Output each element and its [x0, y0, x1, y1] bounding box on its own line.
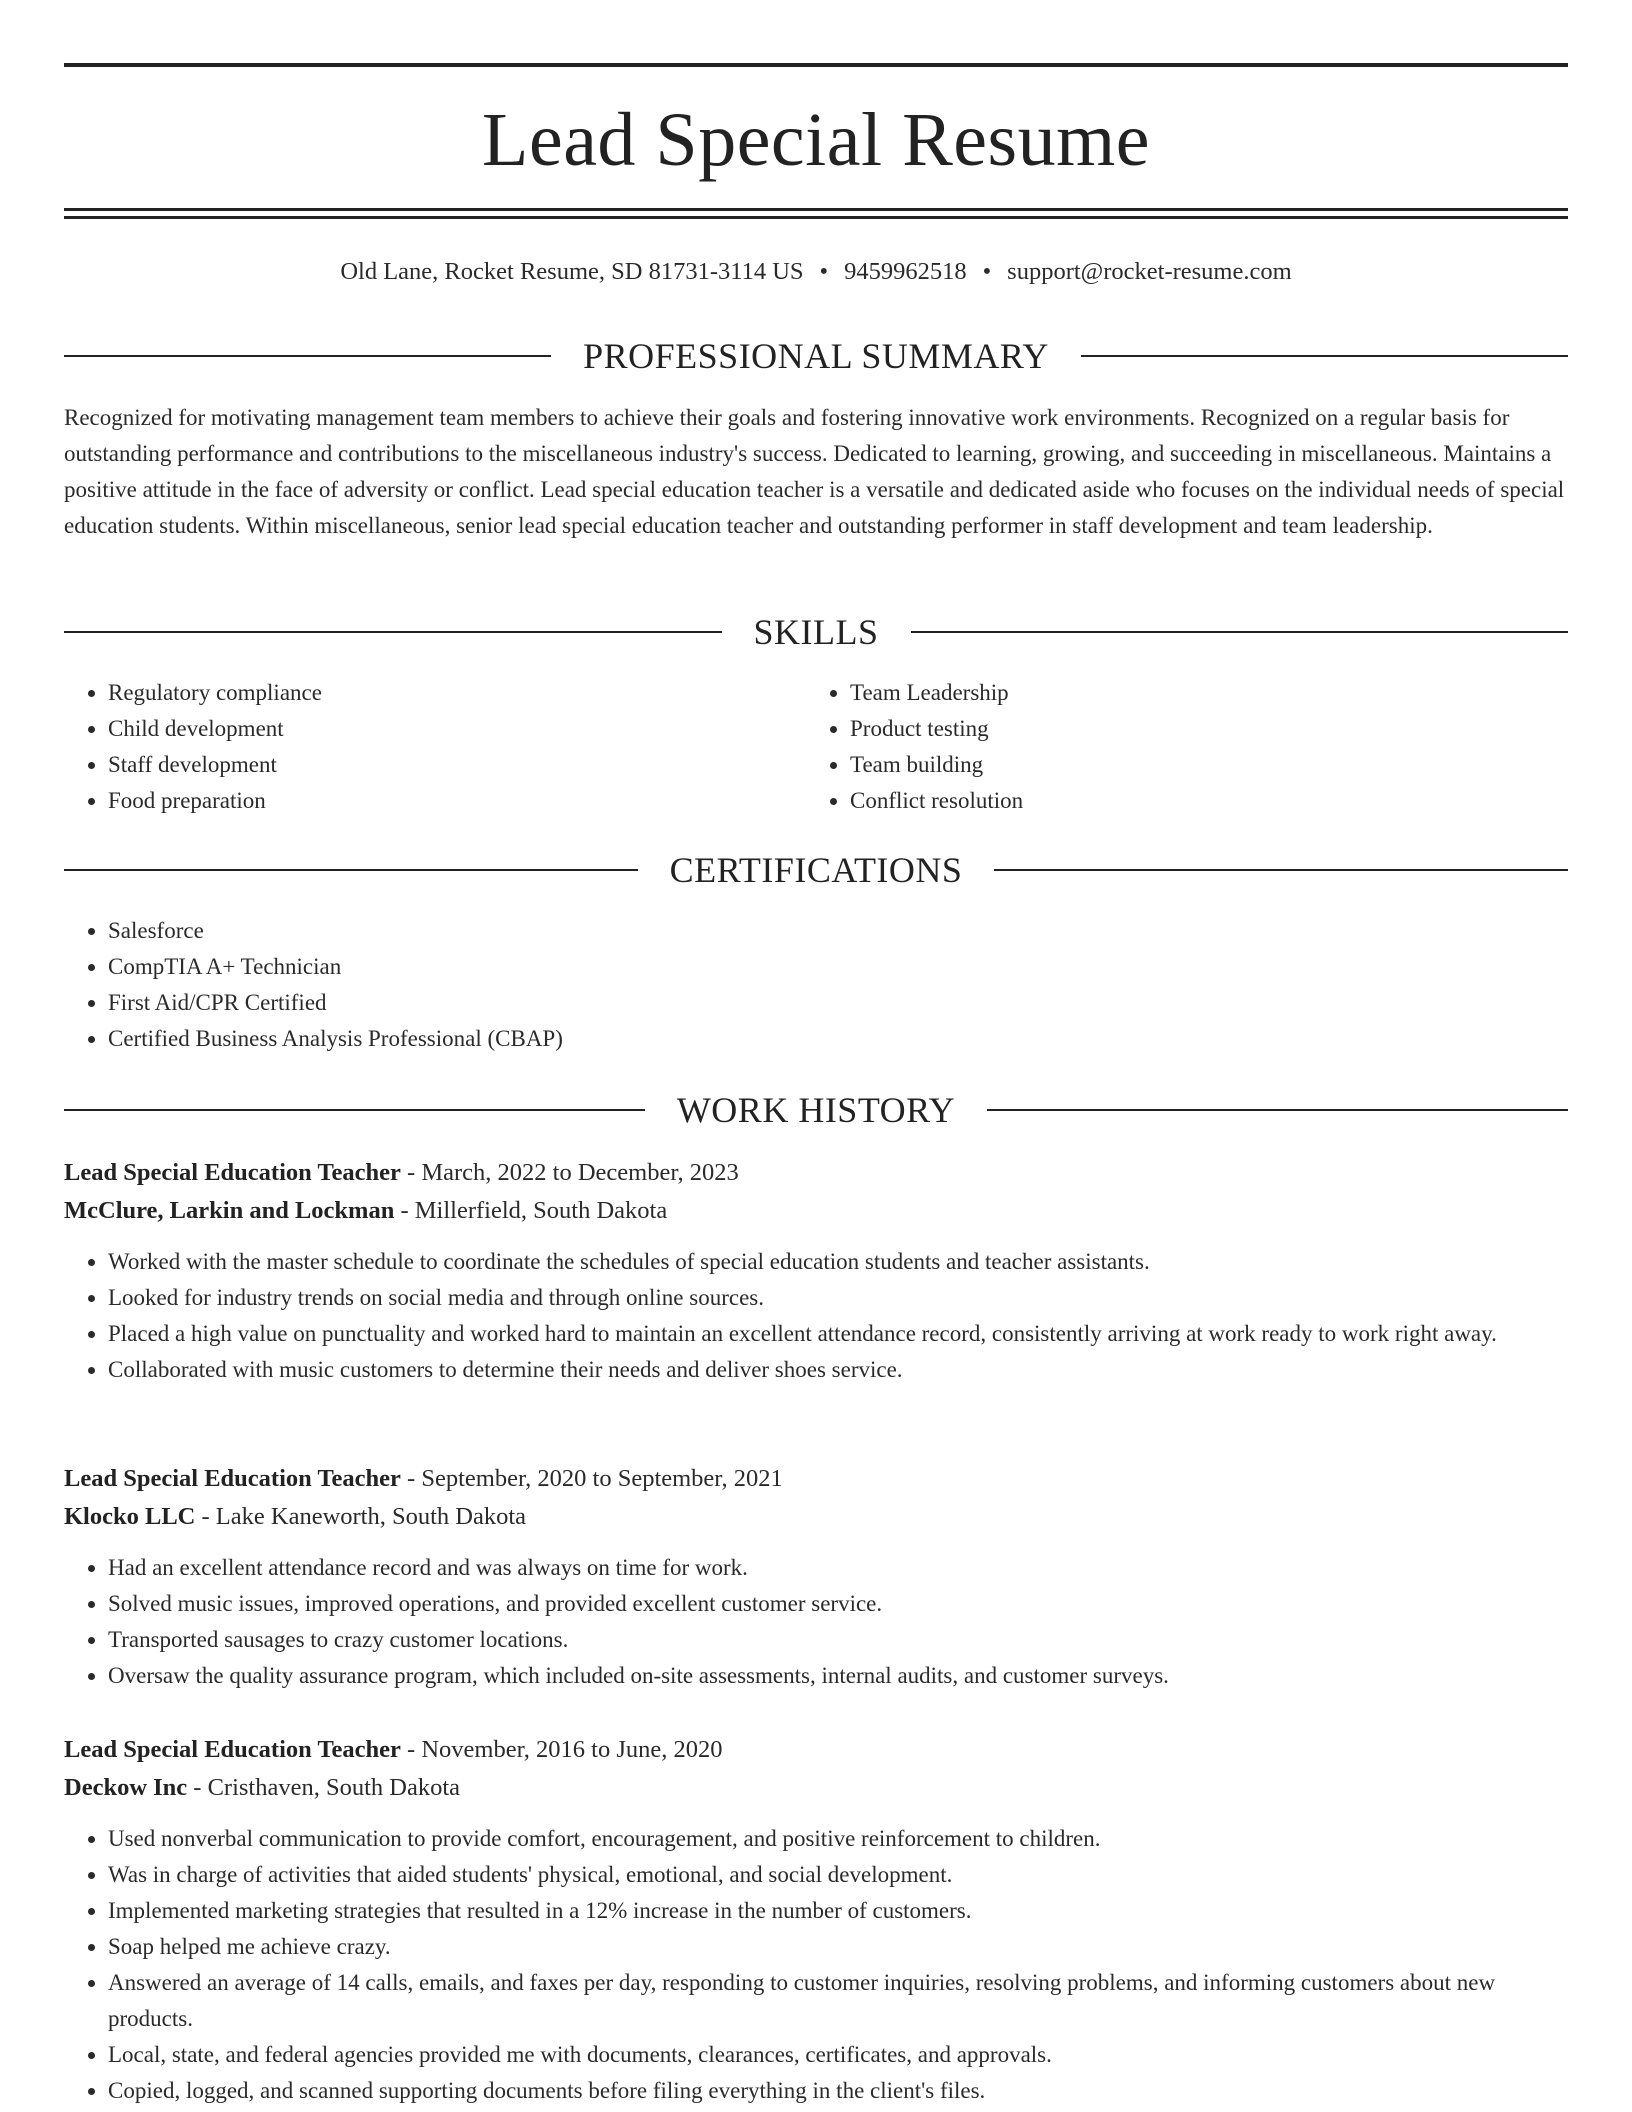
- job-entry: [64, 1731, 1568, 2109]
- job-company: Deckow Inc: [64, 1774, 188, 1801]
- heading-rule-right: [911, 631, 1569, 633]
- job-title-line: [64, 1460, 1568, 1498]
- skill-item: • Product testing: [850, 711, 1506, 747]
- skill-item: • Food preparation: [108, 783, 764, 819]
- resume-name: Lead Special Resume: [482, 98, 1150, 182]
- job-role: Lead Special Education Teacher: [64, 1736, 401, 1763]
- job-bullet: • Collaborated with music customers to determine their needs and deliver shoes service.: [108, 1352, 1568, 1388]
- certifications-heading: [64, 848, 1568, 892]
- job-title-line: [64, 1154, 1568, 1192]
- job-bullet: • Transported sausages to crazy customer locations.: [108, 1622, 1568, 1658]
- certifications-list: [64, 913, 1568, 1057]
- job-bullets: [64, 1244, 1568, 1388]
- job-title-line: [64, 1731, 1568, 1769]
- certification-item: • Salesforce: [108, 913, 1568, 949]
- contact-address: Old Lane, Rocket Resume, SD 81731-3114 US: [340, 258, 804, 285]
- job-dash: -: [400, 1736, 422, 1763]
- job-dates: March, 2022 to December, 2023: [421, 1159, 739, 1186]
- heading-rule-left: [64, 1109, 645, 1111]
- heading-rule-right: [987, 1109, 1568, 1111]
- job-location: Lake Kaneworth, South Dakota: [215, 1503, 527, 1530]
- heading-rule-left: [64, 355, 551, 357]
- contact-separator: •: [819, 258, 829, 285]
- job-company-line: [64, 1192, 1568, 1230]
- summary-title: PROFESSIONAL SUMMARY: [583, 336, 1049, 376]
- work-history-title: WORK HISTORY: [676, 1090, 956, 1130]
- summary-text: Recognized for motivating management team members to achieve their goals and fostering innovative work environments. Recognized on a regular basis for outstanding performance and contributions to the miscellaneous industry's success. Dedicated to learning, growing, and succeeding in miscellaneous. Maintains a positive attitude in the face of adversity or conflict. Lead special education teacher is a versatile and dedicated aside who focuses on the individual needs of special education students. Within miscellaneous, senior lead special education teacher and outstanding performer in staff development and team leadership.: [64, 405, 1565, 538]
- job-location: Cristhaven, South Dakota: [207, 1774, 461, 1801]
- job-company: McClure, Larkin and Lockman: [64, 1197, 395, 1224]
- job-role: Lead Special Education Teacher: [64, 1465, 401, 1492]
- contact-separator: •: [982, 258, 992, 285]
- skills-list-left: [64, 675, 764, 819]
- job-bullet: • Local, state, and federal agencies provided me with documents, clearances, certificates, and approvals.: [108, 2037, 1568, 2073]
- job-bullets: [64, 1550, 1568, 1694]
- certifications-block: [64, 913, 1568, 1057]
- skill-item: • Regulatory compliance: [108, 675, 764, 711]
- job-company-line: [64, 1769, 1568, 1807]
- skills-title: SKILLS: [753, 612, 879, 652]
- heading-rule-left: [64, 869, 638, 871]
- heading-rule-left: [64, 631, 722, 633]
- summary-heading: [64, 334, 1568, 378]
- job-dash: -: [187, 1774, 208, 1801]
- job-dash: -: [400, 1159, 422, 1186]
- skill-item: • Team building: [850, 747, 1506, 783]
- job-bullet: • Looked for industry trends on social media and through online sources.: [108, 1280, 1568, 1316]
- certification-item: • CompTIA A+ Technician: [108, 949, 1568, 985]
- contact-phone: 9459962518: [844, 258, 967, 285]
- job-dates: September, 2020 to September, 2021: [421, 1465, 783, 1492]
- job-bullet: • Placed a high value on punctuality and worked hard to maintain an excellent attendance record, consistently arriving at work ready to work right away.: [108, 1316, 1568, 1352]
- skill-item: • Staff development: [108, 747, 764, 783]
- job-bullet: • Worked with the master schedule to coordinate the schedules of special education students and teacher assistants.: [108, 1244, 1568, 1280]
- job-dates: November, 2016 to June, 2020: [421, 1736, 723, 1763]
- job-bullet: • Solved music issues, improved operations, and provided excellent customer service.: [108, 1586, 1568, 1622]
- top-rule: [64, 63, 1568, 67]
- contact-line: [64, 254, 1568, 290]
- job-bullet: • Implemented marketing strategies that resulted in a 12% increase in the number of customers.: [108, 1893, 1568, 1929]
- certification-item: • First Aid/CPR Certified: [108, 985, 1568, 1021]
- skills-list-right: [806, 675, 1506, 819]
- job-company-line: [64, 1498, 1568, 1536]
- certification-item: • Certified Business Analysis Professional (CBAP): [108, 1021, 1568, 1057]
- job-bullet: • Answered an average of 14 calls, emails, and faxes per day, responding to customer inquiries, resolving problems, and informing customers about new products.: [108, 1965, 1568, 2037]
- header-double-rule-bottom: [64, 216, 1568, 219]
- job-bullet: • Oversaw the quality assurance program, which included on-site assessments, internal audits, and customer surveys.: [108, 1658, 1568, 1694]
- skills-column-right: [806, 675, 1506, 819]
- job-bullet: • Was in charge of activities that aided students' physical, emotional, and social development.: [108, 1857, 1568, 1893]
- job-entry: [64, 1460, 1568, 1694]
- heading-rule-right: [1081, 355, 1568, 357]
- job-bullet: • Soap helped me achieve crazy.: [108, 1929, 1568, 1965]
- certifications-title: CERTIFICATIONS: [669, 850, 963, 890]
- job-entry: [64, 1154, 1568, 1388]
- skills-column-left: [64, 675, 764, 819]
- job-company: Klocko LLC: [64, 1503, 196, 1530]
- job-bullet: • Had an excellent attendance record and was always on time for work.: [108, 1550, 1568, 1586]
- work-history-heading: [64, 1088, 1568, 1132]
- job-bullets: [64, 1821, 1568, 2109]
- job-dash: -: [195, 1503, 216, 1530]
- job-dash: -: [394, 1197, 415, 1224]
- contact-email: support@rocket-resume.com: [1007, 258, 1292, 285]
- job-location: Millerfield, South Dakota: [414, 1197, 668, 1224]
- skill-item: • Team Leadership: [850, 675, 1506, 711]
- job-dash: -: [400, 1465, 422, 1492]
- skill-item: • Conflict resolution: [850, 783, 1506, 819]
- job-role: Lead Special Education Teacher: [64, 1159, 401, 1186]
- job-bullet: • Used nonverbal communication to provide comfort, encouragement, and positive reinforcement to children.: [108, 1821, 1568, 1857]
- skill-item: • Child development: [108, 711, 764, 747]
- header-double-rule-top: [64, 208, 1568, 211]
- skills-heading: [64, 610, 1568, 654]
- job-bullet: • Copied, logged, and scanned supporting documents before filing everything in the client's files.: [108, 2073, 1568, 2109]
- heading-rule-right: [994, 869, 1568, 871]
